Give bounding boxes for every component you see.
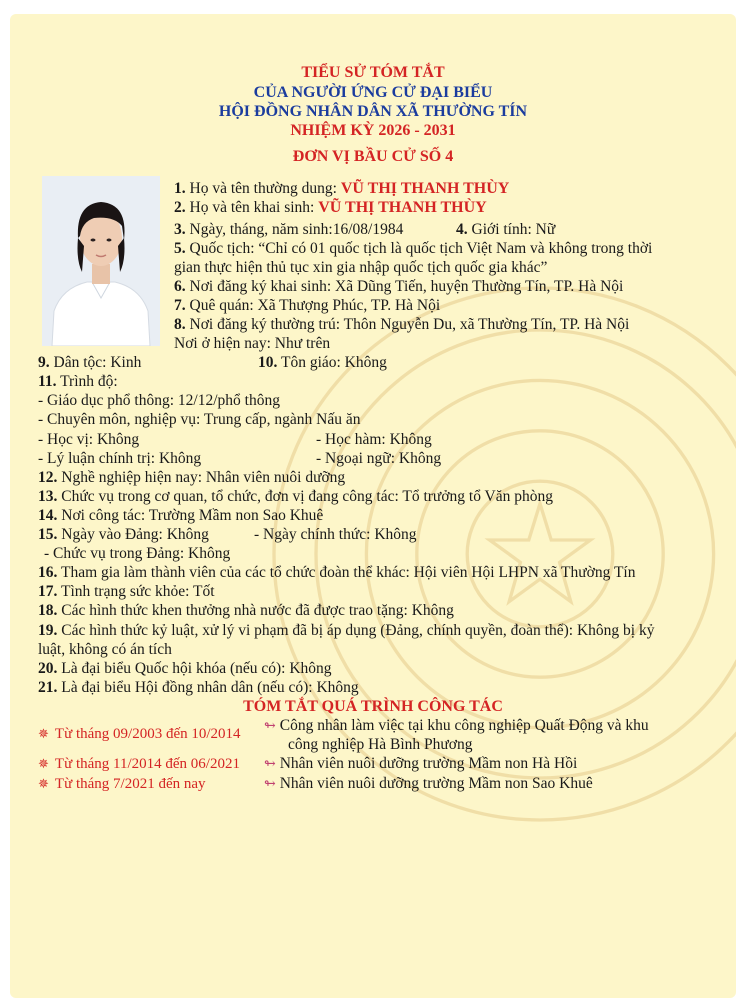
field-6: 6. Nơi đăng ký khai sinh: Xã Dũng Tiến, huyện Thường Tín, TP. Hà Nội	[174, 278, 624, 295]
pointing-arrow-icon: ↬	[264, 757, 276, 772]
star-bullet-icon: ✵	[38, 776, 49, 791]
field-11: 11. Trình độ:	[38, 373, 118, 390]
field-11-academic-rank: - Học hàm: Không	[316, 431, 432, 448]
field-12: 12. Nghề nghiệp hiện nay: Nhân viên nuôi dưỡng	[38, 469, 346, 486]
field-4: 4. Giới tính: Nữ	[456, 221, 556, 238]
document-page	[10, 14, 736, 998]
birth-name-value: VŨ THỊ THANH THÙY	[318, 199, 487, 216]
term-label: NHIỆM KỲ 2026 - 2031	[290, 122, 456, 139]
field-8: 8. Nơi đăng ký thường trú: Thôn Nguyễn Du, xã Thường Tín, TP. Hà Nội	[174, 316, 630, 333]
pointing-arrow-icon: ↬	[264, 719, 276, 734]
work-item-1-desc-cont: công nghiệp Hà Bình Phương	[288, 736, 473, 753]
field-17: 17. Tình trạng sức khỏe: Tốt	[38, 583, 215, 600]
field-10: 10. Tôn giáo: Không	[258, 354, 387, 371]
candidate-photo	[42, 176, 160, 346]
field-11-degree: - Học vị: Không	[38, 431, 140, 448]
field-19-cont: luật, không có án tích	[38, 641, 172, 658]
field-11-specialty: - Chuyên môn, nghiệp vụ: Trung cấp, ngành Nấu ăn	[38, 411, 361, 428]
field-20: 20. Là đại biểu Quốc hội khóa (nếu có): Không	[38, 660, 332, 677]
field-14: 14. Nơi công tác: Trường Mầm non Sao Khuê	[38, 507, 324, 524]
field-21: 21. Là đại biểu Hội đồng nhân dân (nếu có): Không	[38, 679, 359, 696]
star-bullet-icon: ✵	[38, 726, 49, 741]
field-5-cont: gian thực hiện thủ tục xin gia nhập quốc tịch quốc gia khác”	[174, 259, 548, 276]
field-3: 3. Ngày, tháng, năm sinh:16/08/1984	[174, 221, 404, 238]
doc-subtitle-1: CỦA NGƯỜI ỨNG CỬ ĐẠI BIỂU	[253, 84, 493, 101]
field-16: 16. Tham gia làm thành viên của các tổ chức đoàn thể khác: Hội viên Hội LHPN xã Thường Tín	[38, 564, 636, 581]
star-bullet-icon: ✵	[38, 756, 49, 771]
doc-subtitle-2: HỘI ĐỒNG NHÂN DÂN XÃ THƯỜNG TÍN	[218, 103, 528, 120]
field-11-foreign-language: - Ngoại ngữ: Không	[316, 450, 442, 467]
portrait-icon	[42, 176, 160, 346]
work-item-2-desc: ↬ Nhân viên nuôi dưỡng trường Mầm non Hà Hồi	[264, 755, 578, 772]
work-item-1-desc: ↬ Công nhân làm việc tại khu công nghiệp Quất Động và khu	[264, 717, 649, 734]
field-15-party-position: - Chức vụ trong Đảng: Không	[44, 545, 231, 562]
field-18: 18. Các hình thức khen thưởng nhà nước đã được trao tặng: Không	[38, 602, 454, 619]
work-history-title: TÓM TẮT QUÁ TRÌNH CÔNG TÁC	[243, 698, 503, 715]
work-item-3-date: ✵ Từ tháng 7/2021 đến nay	[38, 776, 206, 792]
field-15: 15. Ngày vào Đảng: Không	[38, 526, 209, 543]
field-11-political-theory: - Lý luận chính trị: Không	[38, 450, 202, 467]
common-name-value: VŨ THỊ THANH THÙY	[340, 180, 510, 197]
field-15-official-date: - Ngày chính thức: Không	[254, 526, 417, 543]
field-19: 19. Các hình thức kỷ luật, xử lý vi phạm đã bị áp dụng (Đảng, chính quyền, đoàn thể): Không bị kỷ	[38, 622, 655, 639]
field-9: 9. Dân tộc: Kinh	[38, 354, 142, 371]
field-1: 1. Họ và tên thường dung: VŨ THỊ THANH THÙY	[174, 180, 510, 197]
work-item-2-date: ✵ Từ tháng 11/2014 đến 06/2021	[38, 756, 240, 772]
field-11-education: - Giáo dục phổ thông: 12/12/phổ thông	[38, 392, 280, 409]
constituency-label: ĐƠN VỊ BẦU CỬ SỐ 4	[292, 148, 454, 165]
field-7: 7. Quê quán: Xã Thượng Phúc, TP. Hà Nội	[174, 297, 441, 314]
doc-title: TIỂU SỬ TÓM TẮT	[301, 64, 445, 81]
work-item-1-date: ✵ Từ tháng 09/2003 đến 10/2014	[38, 726, 241, 742]
field-8-cont: Nơi ở hiện nay: Như trên	[174, 335, 331, 352]
field-2: 2. Họ và tên khai sinh: VŨ THỊ THANH THÙY	[174, 199, 487, 216]
field-5: 5. Quốc tịch: “Chỉ có 01 quốc tịch là quốc tịch Việt Nam và không trong thời	[174, 240, 653, 257]
work-item-3-desc: ↬ Nhân viên nuôi dưỡng trường Mầm non Sao Khuê	[264, 775, 593, 792]
pointing-arrow-icon: ↬	[264, 777, 276, 792]
field-13: 13. Chức vụ trong cơ quan, tổ chức, đơn vị đang công tác: Tổ trưởng tổ Văn phòng	[38, 488, 553, 505]
